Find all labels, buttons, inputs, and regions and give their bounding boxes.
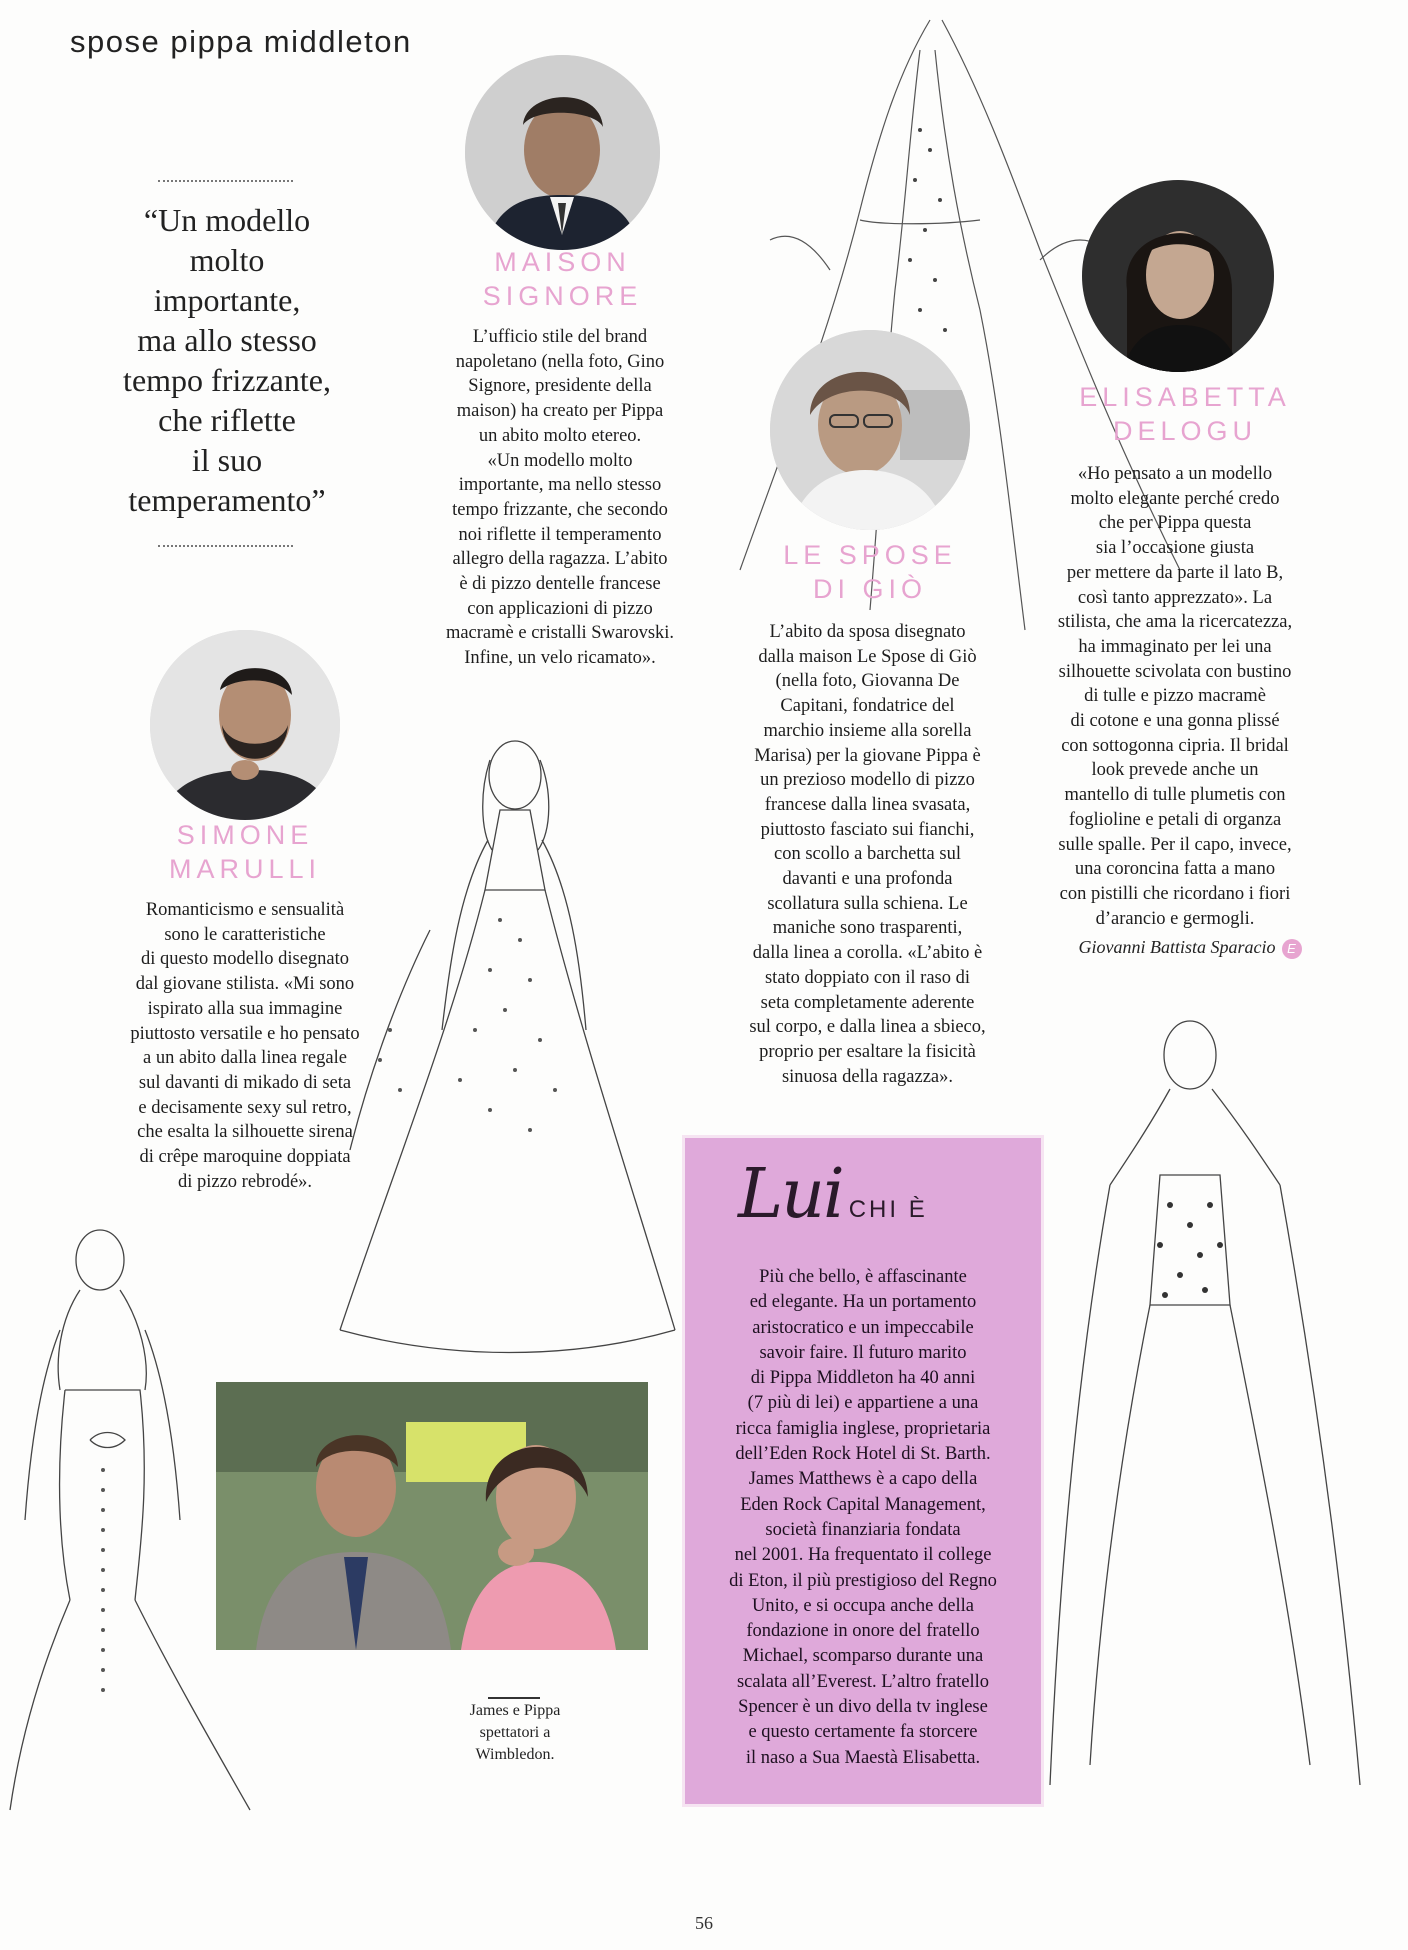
designer-name-simone-marulli: SIMONE MARULLI [168,820,322,884]
quote-divider-top [158,180,293,182]
quote-line: temperamento” [128,482,326,518]
pull-quote [82,200,372,520]
author-signature: Giovanni Battista Sparacio E [1050,937,1330,959]
lui-script-title: Lui [738,1155,843,1234]
photo-caption: James e Pippa spettatori a Wimbledon. [469,1702,561,1763]
article-maison-signore: L’ufficio stile del brand napoletano (nella foto, Gino Signore, presidente della maison) ha creato per Pippa un abito molto etereo. «Un modello molto importante, ma nello stesso tempo frizzante, che secondo noi riflette il temperamento allegro della ragazza. L’abito è di pizzo dentelle francese con applicazioni di pizzo macramè e cristalli Swarovski. Infine, un velo ricamato». [445,327,675,669]
page-number: 56 [695,1913,713,1933]
portrait-elisabetta-delogu [1082,180,1274,372]
chi-e-caps: CHI È [848,1196,928,1223]
designer-name-elisabetta-delogu: ELISABETTA DELOGU [1079,382,1291,446]
quote-line: ma allo stesso [137,322,317,358]
caption-rule [488,1697,540,1699]
portrait-gino-signore [465,55,660,250]
end-mark-icon: E [1282,939,1302,959]
section-title: spose pippa middleton [70,24,412,59]
article-le-spose-di-gio: L’abito da sposa disegnato dalla maison Le Spose di Giò (nella foto, Giovanna De Capitani, fondatrice del marchio insieme alla sorella Marisa) per la giovane Pippa è un prezioso modello di pizzo francese dalla linea svasata, piuttosto fasciato sui fianchi, con scollo a barchetta sul davanti e una profonda scollatura sulla schiena. Le maniche sono trasparenti, dalla linea a corolla. «L’abito è stato doppiato con il raso di seta completamente aderente sul corpo, e dalla linea a sbieco, proprio per esaltare la fisicità sinuosa della ragazza». [749,622,986,1087]
portrait-giovanna-de-capitani [770,330,970,530]
lui-chi-e-text: Più che bello, è affascinante ed elegante. Ha un portamento aristocratico e un impeccabile savoir faire. Il futuro marito di Pippa Middleton ha 40 anni (7 più di lei) e appartiene a una ricca famiglia inglese, proprietaria dell’Eden Rock Hotel di St. Barth. James Matthews è a capo della Eden Rock Capital Management, società finanziaria fondata nel 2001. Ha frequentato il college di Eton, il più prestigioso del Regno Unito, e si occupa anche della fondazione in onore del fratello Michael, scomparso durante una scalata all’Everest. L’altro fratello Spencer è un divo della tv inglese e questo certamente fa storcere il naso a Sua Maestà Elisabetta. [729,1267,997,1768]
article-elisabetta-delogu: «Ho pensato a un modello molto elegante perché credo che per Pippa questa sia l’occasione giusta per mettere da parte il lato B, così tanto apprezzato». La stilista, che ama la ricercatezza, ha immaginato per lei una silhouette scivolata con bustino di tulle e pizzo macramè di cotone e una gonna plissé con sottogonna cipria. Il bridal look prevede anche un mantello di tulle plumetis con foglioline e petali di organza sulle spalle. Per il capo, invece, una coroncina fatta a mano con pistilli che ricordano i fiori d’arancio e germogli. [1057,464,1293,929]
quote-line: che riflette [158,402,296,438]
quote-line: molto [189,242,265,278]
designer-name-le-spose-di-gio: LE SPOSE DI GIÒ [783,540,957,604]
lui-chi-e-title [738,1155,1038,1255]
designer-name-maison-signore: MAISON SIGNORE [482,247,643,311]
gown-sketch-center [330,730,680,1390]
article-simone-marulli: Romanticismo e sensualità sono le caratteristiche di questo modello disegnato dal giovane stilista. «Mi sono ispirato alla sua immagine piuttosto versatile e ho pensato a un abito dalla linea regale sul davanti di mikado di seta e decisamente sexy sul retro, che esalta la silhouette sirena di crêpe maroquine doppiata di pizzo rebrodé». [130,900,360,1192]
quote-line: il suo [191,442,263,478]
quote-line: tempo frizzante, [123,362,331,398]
portrait-simone-marulli [150,630,340,820]
quote-divider-bottom [158,545,293,547]
quote-line: importante, [153,282,301,318]
photo-james-and-pippa [216,1382,648,1650]
quote-line: “Un modello [143,202,311,238]
gown-sketch-cape [1040,1005,1370,1805]
